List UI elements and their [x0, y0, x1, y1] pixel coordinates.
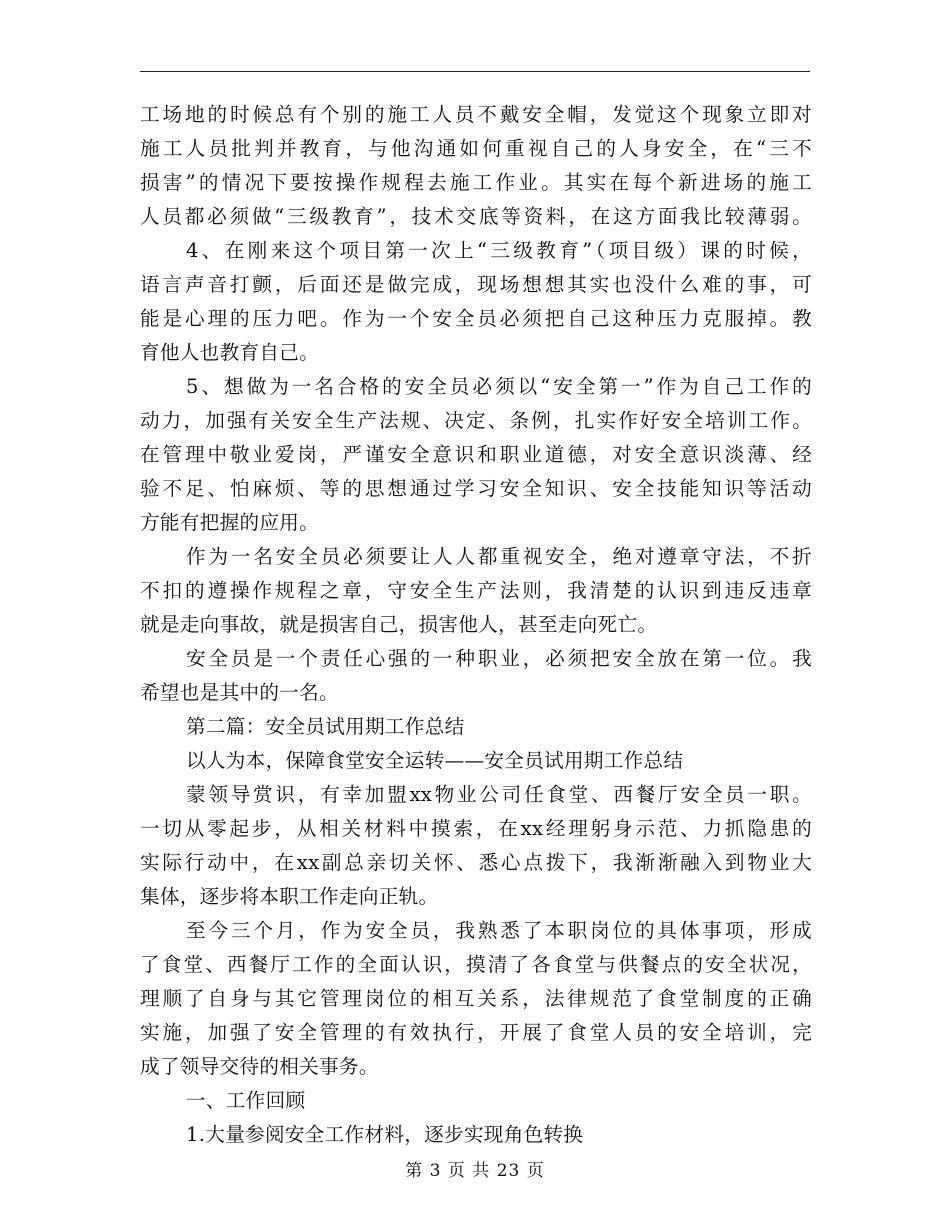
text-line: 一切从零起步，从相关材料中摸索，在xx经理躬身示范、力抓隐患的 [140, 817, 812, 840]
text-line: 动力，加强有关安全生产法规、决定、条例，扎实作好安全培训工作。 [140, 409, 812, 432]
text-line: 了食堂、西餐厅工作的全面认识，摸清了各食堂与供餐点的安全状况， [140, 953, 812, 976]
text-line: 集体，逐步将本职工作走向正轨。 [140, 885, 439, 908]
text-line: 作为一名安全员必须要让人人都重视安全，绝对遵章守法，不折 [186, 545, 812, 568]
text-line: 人员都必须做“三级教育”，技术交底等资料，在这方面我比较薄弱。 [140, 205, 812, 228]
text-line: 实际行动中，在xx副总亲切关怀、悉心点拨下，我渐渐融入到物业大 [140, 851, 812, 874]
text-line: 实施，加强了安全管理的有效执行，开展了食堂人员的安全培训，完 [140, 1021, 812, 1044]
text-line: 4、在刚来这个项目第一次上“三级教育”（项目级）课的时候， [186, 239, 812, 262]
text-line: 工场地的时候总有个别的施工人员不戴安全帽，发觉这个现象立即对 [140, 103, 812, 126]
text-line: 施工人员批判并教育，与他沟通如何重视自己的人身安全，在“三不 [140, 137, 812, 160]
text-line: 不扣的遵操作规程之章，守安全生产法则，我清楚的认识到违反违章 [140, 579, 812, 602]
text-line: 能是心理的压力吧。作为一个安全员必须把自己这种压力克服掉。教 [140, 307, 812, 330]
text-line: 验不足、怕麻烦、等的思想通过学习安全知识、安全技能知识等活动 [140, 477, 812, 500]
header-rule [140, 71, 810, 72]
text-line: 至今三个月，作为安全员，我熟悉了本职岗位的具体事项，形成 [186, 919, 812, 942]
text-line: 一、工作回顾 [186, 1089, 306, 1112]
text-line: 成了领导交待的相关事务。 [140, 1055, 379, 1078]
text-line: 损害”的情况下要按操作规程去施工作业。其实在每个新进场的施工 [140, 171, 812, 194]
text-line: 以人为本，保障食堂安全运转——安全员试用期工作总结 [186, 749, 684, 772]
page-number-footer: 第 3 页 共 23 页 [405, 1161, 545, 1181]
text-line: 安全员是一个责任心强的一种职业，必须把安全放在第一位。我 [186, 647, 812, 670]
document-body [140, 98, 812, 1152]
text-line: 第二篇：安全员试用期工作总结 [186, 715, 465, 738]
text-line: 就是走向事故，就是损害自己，损害他人，甚至走向死亡。 [140, 613, 658, 636]
text-line: 育他人也教育自己。 [140, 341, 320, 364]
text-line: 希望也是其中的一名。 [140, 681, 339, 704]
text-line: 理顺了自身与其它管理岗位的相互关系，法律规范了食堂制度的正确 [140, 987, 812, 1010]
text-line: 在管理中敬业爱岗，严谨安全意识和职业道德，对安全意识淡薄、经 [140, 443, 812, 466]
text-line: 5、想做为一名合格的安全员必须以“安全第一”作为自己工作的 [186, 375, 812, 398]
text-line: 蒙领导赏识，有幸加盟xx物业公司任食堂、西餐厅安全员一职。 [186, 783, 812, 806]
text-line: 方能有把握的应用。 [140, 511, 320, 534]
text-line: 1.大量参阅安全工作材料，逐步实现角色转换 [186, 1123, 584, 1146]
text-line: 语言声音打颤，后面还是做完成，现场想想其实也没什么难的事，可 [140, 273, 812, 296]
